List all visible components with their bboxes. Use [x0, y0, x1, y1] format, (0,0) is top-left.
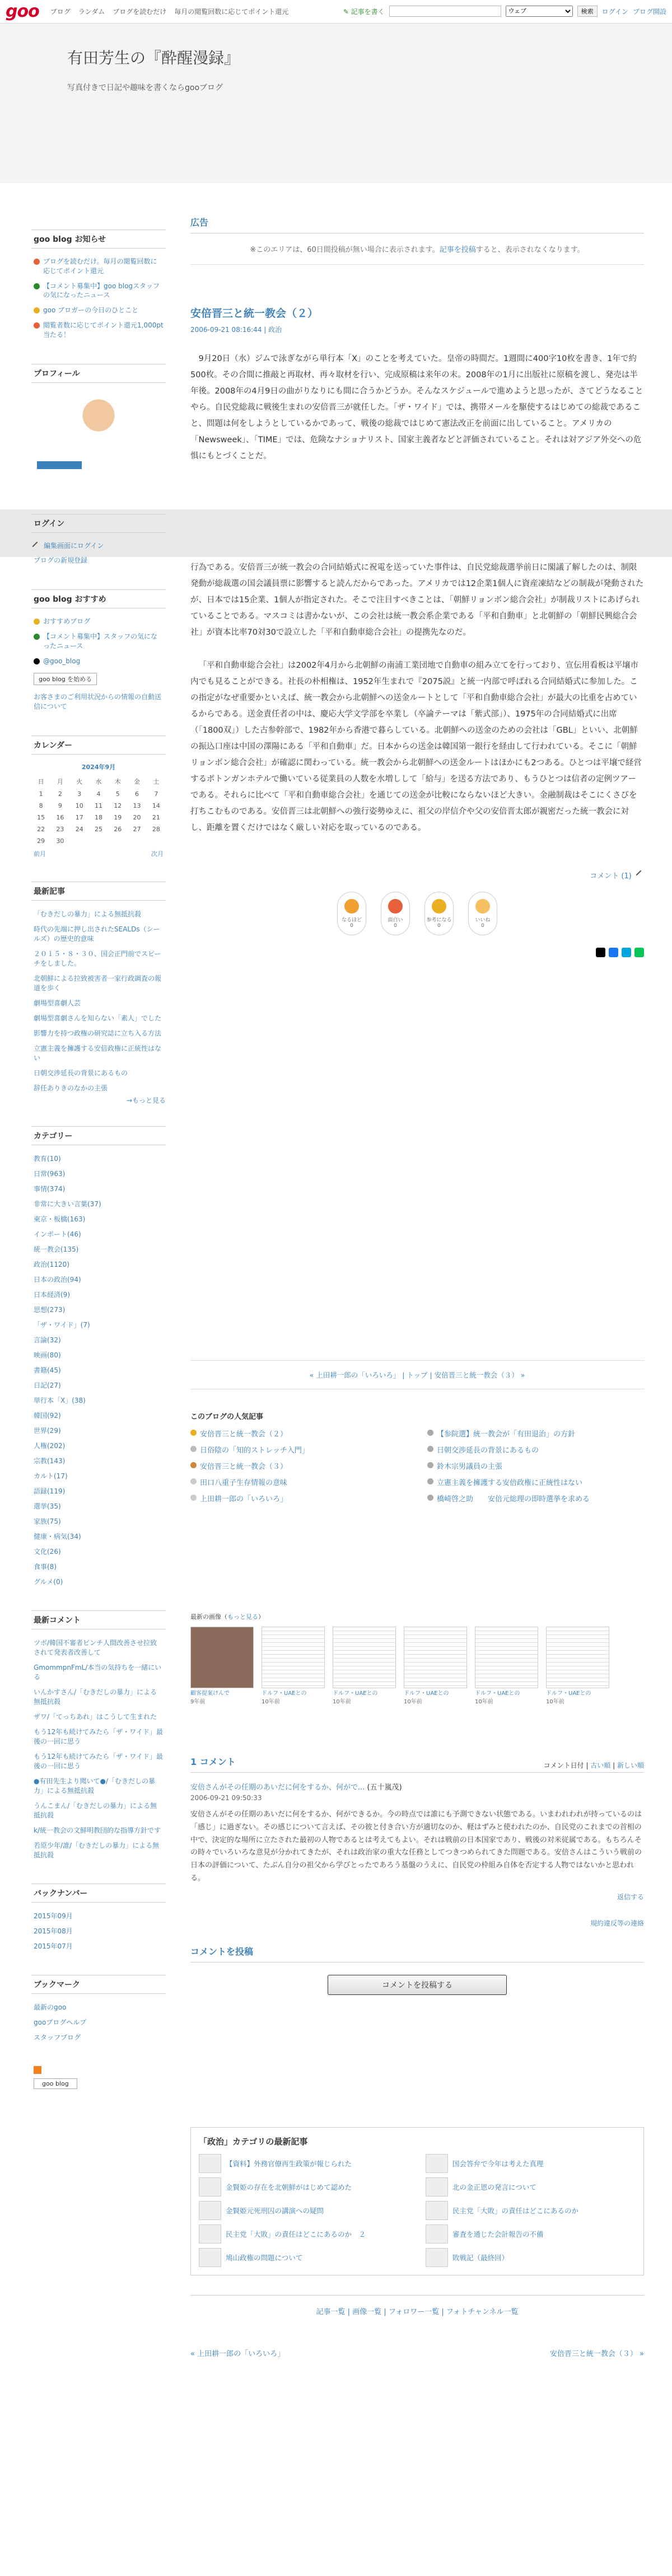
image-thumb[interactable]: ドルフ・UAEとの 10年前	[333, 1627, 396, 1705]
sort-new-link[interactable]: 新しい順	[617, 1762, 644, 1769]
category-item[interactable]: 民主党「大敗」の責任はどこにあるのか ２	[199, 2224, 409, 2244]
popular-item[interactable]: 安倍晋三と統一教会（３）	[190, 1460, 407, 1471]
recent-comment-item[interactable]: ザワ/「てっちあれ」はこうして生まれた	[34, 1712, 157, 1721]
bottom-next-link[interactable]: 安倍晋三と統一教会（３） »	[549, 2350, 644, 2358]
blog-header	[0, 24, 672, 183]
search-button[interactable]: 検索	[577, 6, 598, 17]
comment-body: 安倍さんがその任期のあいだに何をするか、何ができるか。今の時点では誰にも予測できない状態である。いまわれわれが持っているのは「感じ」に過ぎない。その感じについて言えば、その彼と付き合い方が適切なのか、軽はずみと使われたのか、自民党のこれまでの首相の中で、決定的な場所に立たされた最初の人物であるとは考えてもよい。それは戦前の日本国家であり、戦後の対米従属である。もちろんその時々でいろいろな意見が分かれてきたが、それは政治家の重大な任務としてつきつめられてきた問題である。安倍さんはこういう戦前の日本の評価について、たぶん自分の祖父から学びとったであろう基盤のうえに、自民党の枠組み自体を否定する人物ではないかと思われる。	[190, 1810, 642, 1882]
category-item[interactable]: 東京・板橋(163)	[34, 1215, 86, 1223]
category-item[interactable]: 金賢姫の存在を北朝鮮がはじめて認めた	[199, 2177, 409, 2196]
blog-title[interactable]: 有田芳生の『酔醒漫録』	[67, 49, 240, 67]
photo-channel-link[interactable]: フォトチャンネル一覧	[446, 2308, 519, 2316]
image-thumb[interactable]: 顧客提案けんで 9年前	[190, 1627, 254, 1705]
category-latest	[190, 2127, 644, 2275]
category-item[interactable]: 審査を通じた会計報告の不備	[426, 2224, 636, 2244]
recent-item[interactable]: 劇場型喜劇さんを知らない「素人」でした	[34, 1014, 162, 1022]
popular-item[interactable]: 安倍晋三と統一教会（２）	[190, 1428, 407, 1439]
next-post-link[interactable]: 安倍晋三と統一教会（３） »	[434, 1371, 525, 1379]
recent-comment-item[interactable]: もう12年も続けてみたら「ザ・ワイド」最後の一回に思う	[34, 1752, 163, 1770]
category-item[interactable]: 政治(1120)	[34, 1260, 69, 1268]
recent-comment-item[interactable]: うんこまん/「むきだしの暴力」による無抵抗殺	[34, 1801, 157, 1819]
footer-goo-badge[interactable]: goo blog	[34, 2078, 77, 2089]
article-list-link[interactable]: 記事一覧	[316, 2308, 346, 2316]
archive-item[interactable]: 2015年08月	[34, 1927, 73, 1935]
category-item[interactable]: 日常(963)	[34, 1169, 66, 1178]
edit-icon[interactable]	[636, 870, 646, 880]
recent-section	[31, 882, 166, 1105]
recent-comment-item[interactable]: ●有田先生より聞いて●/「むきだしの暴力」による無抵抗殺	[34, 1777, 155, 1795]
category-item[interactable]: 思想(273)	[34, 1305, 66, 1314]
recent-item[interactable]: 立憲主義を擁護する安倍政権に正統性はない	[34, 1044, 162, 1062]
recent-comment-item[interactable]: いんかすさん/「むきだしの暴力」による無抵抗殺	[34, 1688, 157, 1706]
reaction-icon	[432, 899, 446, 914]
bookmark-title: ブックマーク	[31, 1975, 166, 1994]
bottom-post-nav	[190, 2340, 644, 2358]
login-link[interactable]: ログイン	[601, 7, 628, 16]
pencil-icon	[32, 541, 42, 551]
top-link[interactable]: トップ	[407, 1371, 428, 1379]
recommend-title: goo blog おすすめ	[31, 589, 166, 608]
avatar[interactable]	[65, 388, 132, 456]
login-title: ログイン	[31, 514, 166, 533]
article-body-cont	[190, 560, 644, 836]
category-item[interactable]: 家族(75)	[34, 1517, 61, 1525]
top-bar	[0, 0, 672, 24]
sidebar	[31, 230, 166, 2091]
post-article-link[interactable]: 記事を投稿	[439, 246, 476, 254]
news-item[interactable]: 閲覧者数に応じてポイント還元1,000pt当たる！	[31, 318, 166, 343]
recent-item[interactable]: 時代の先端に押し出されたSEALDs（シールズ）の歴史的意味	[34, 925, 160, 943]
comment-sort: コメント日付 | 古い順 | 新しい順	[543, 1762, 644, 1769]
comments-count-row	[190, 870, 644, 880]
category-item[interactable]: 鳩山政権の問題について	[199, 2248, 409, 2267]
image-thumb[interactable]: ドルフ・UAEとの 10年前	[546, 1627, 609, 1705]
start-blog-badge[interactable]: goo blog を始める	[34, 673, 97, 685]
recent-item[interactable]: 劇場型喜劇人芸	[34, 999, 81, 1007]
reaction-naruhodo-button[interactable]: なるほど 0	[337, 892, 366, 935]
popular-item[interactable]: 田口八重子生存情報の意味	[190, 1477, 407, 1487]
article-paragraph: 9月20日（水）ジムで泳ぎながら単行本「X」のことを考えていた。皇帝の時間だ。1週間に400字10枚を書き、1年で約500枚。その合間に推敲と再取材、再々取材を行い、完成原稿は来年の末。2008年の1月に出版社に原稿を渡し、発売は半年後。2008年の4月9日の曲がりなりにも間に合うかどうか。そんなスケジュールで進めようと思ったが、さてどうなることやら。自民党総裁に戦後生まれの安倍晋三が就任した。「ザ・ワイド」では、携帯メールを駆使するはじめての総裁であること、問題は何をしようとしているかであって、戦後の総裁ではじめて憲法改正を前面に出していること。アメリカの「Newsweek」、「TIME」では、危険なナショナリスト、国家主義者などと評価されていること。それは対アジア外交への危惧にもとづくことだ。	[190, 354, 643, 461]
bottom-links: 記事一覧 | 画像一覧 | フォロワー一覧 | フォトチャンネル一覧	[190, 2295, 644, 2326]
category-item[interactable]: 統一教会(135)	[34, 1245, 79, 1253]
recent-title: 最新記事	[31, 882, 166, 901]
category-item[interactable]: インポート(46)	[34, 1230, 81, 1238]
profile-title: プロフィール	[31, 364, 166, 383]
archive-section	[31, 1884, 166, 1954]
category-item[interactable]: 日記(27)	[34, 1381, 61, 1389]
article-paragraph: 「平和自動車総合会社」は2002年4月から北朝鮮の南浦工業団地で自動車の組み立てを行っており、宣伝用看板は平壌市内でも見ることができる。社長の朴相権は、1952年生まれで『2075説』と統一内部で呼ばれる合同結婚式に参加した。この指定がなぜ重要かといえば、統一教会から北朝鮮への送金ルートとして「平和自動車総合会社」が最大の比重を占めているからである。送金責任者の中は、慶応大学文学部を卒業し（卒論テーマは「紫式部」）、1975年の合同結婚式に出席（「1800双」）した古参幹部で、1982年から香港で暮らしている。北朝鮮への送金のための会社は「GBL」といい、北朝鮮の振込口座は中国の澤陽にある「平和自動車」だ。日本からの送金は韓国第一銀行を経由して行われている。そこに「朝鮮リョンボン総合会社」が確認に関わっている。統一教会から北朝鮮への送金ルートはほかにも2つある。ひとつは平壌で経営するポトンガンホテルで働いている従業員の人数を水増しして「給与」を送る方法であり、もうひとつは信者の定例ツアーである。それらに比べて「平和自動車総合会社」を通じての送金が比較にならないほど大きい。金融制裁はそこにくさびを打ちこむものである。安倍晋三は北朝鮮への強行姿勢ゆえに、祖父の岸信介や父の安倍晋太郎が親密だった統一教会に対し、距離を置くだけではなく厳しい対応を取っているのである。	[190, 661, 642, 832]
archive-title: バックナンバー	[31, 1884, 166, 1903]
category-item[interactable]: 単行本「X」(38)	[34, 1396, 86, 1404]
popular-item[interactable]: 上田耕一郎の「いろいろ」	[190, 1493, 407, 1504]
archive-item[interactable]: 2015年09月	[34, 1912, 73, 1920]
reaction-icon	[475, 899, 490, 914]
post-comment-title: コメントを投稿	[190, 1945, 644, 1963]
recent-comment-item[interactable]: 若原少年/誰/「むきだしの暴力」による無抵抗殺	[34, 1841, 160, 1859]
article-paragraph: 行為である。安倍晋三が統一教会の合同結婚式に祝電を送っていた事件は、自民党総裁選挙前日に閣議了解したのは、制限発動が総裁選の国会議員票に影響すると読んだからであった。アメリカでは12企業1個人に資産凍結などの制裁が発動されたが、日本では15企業、1個人が指定された。そこで注目すべきことは、「朝鮮リョンボン総合会社」が制裁リストにあげられていることである。マスコミは書かないが、この会社は統一教会系企業である「平和自動車」と北朝鮮の「朝鮮民興総合会社」が資本比率70対30で設立した「平和自動車総合会社」の提携先なのだ。	[190, 563, 644, 637]
profile-button[interactable]	[37, 461, 82, 469]
category-item[interactable]: 民主党「大敗」の責任はどこにあるのか	[426, 2201, 636, 2220]
bookmark-section	[31, 1975, 166, 2045]
x-share-icon[interactable]	[596, 948, 605, 957]
article-category-link[interactable]: 政治	[268, 326, 282, 334]
category-item[interactable]: 日本の政治(94)	[34, 1275, 81, 1284]
latest-images-title: 最新の画像	[190, 1613, 221, 1620]
popular-title: このブログの人気記事	[190, 1413, 264, 1421]
category-item[interactable]: 韓国(92)	[34, 1411, 61, 1420]
category-item[interactable]: 事情(374)	[34, 1184, 66, 1193]
recent-comment-item[interactable]: k/統一教会の文鮮明教団的な指導方針です	[34, 1826, 161, 1834]
reaction-buttons	[190, 892, 644, 935]
recent-comment-item[interactable]: GmommpnFmL/本当の気持ちを一緒にいる	[34, 1663, 162, 1681]
category-item[interactable]: 世界(29)	[34, 1426, 61, 1435]
blog-subtitle: 写真付きで日記や趣味を書くならgooブログ	[67, 83, 223, 92]
recent-item[interactable]: 日朝交渉延長の背景にあるもの	[34, 1069, 128, 1077]
category-section	[31, 1126, 166, 1589]
article-continued	[190, 560, 644, 957]
rec-item[interactable]: @goo_blog	[31, 654, 166, 669]
goo-logo[interactable]: goo	[6, 2, 39, 21]
comments-count-link[interactable]: コメント (1)	[590, 872, 632, 880]
search-scope-select[interactable]	[506, 6, 573, 17]
ad-area	[190, 216, 644, 265]
recent-comment-item[interactable]: ツボ/韓国不審者ピンチ人間改善させ拉致されて発表者改善して	[34, 1638, 157, 1656]
line-share-icon[interactable]	[634, 948, 644, 957]
category-latest-title: 「政治」カテゴリの最新記事	[199, 2137, 308, 2147]
hatena-share-icon[interactable]	[622, 948, 631, 957]
top-nav-points[interactable]: 毎月の閲覧回数に応じてポイント還元	[174, 8, 289, 16]
calendar-caption: 2024年9月	[81, 763, 116, 771]
article-meta: 2006-09-21 08:16:44 | 政治	[190, 326, 282, 334]
image-thumb[interactable]: ドルフ・UAEとの 10年前	[404, 1627, 467, 1705]
recent-item[interactable]: 北朝鮮による拉致被害者一家行政調査の報道を歩く	[34, 974, 162, 992]
report-link[interactable]: 規約違反等の連絡	[590, 1919, 644, 1927]
image-list-link[interactable]: 画像一覧	[352, 2308, 382, 2316]
write-article-button[interactable]: ✎ 記事を書く	[343, 7, 385, 16]
comments-section	[190, 1755, 644, 2007]
bookmark-item[interactable]: gooブログヘルプ	[34, 2018, 87, 2026]
calendar-table: 2024年9月 日 月 火 水 木 金 土 1 2 3 4 5 6 7 8 9 10 11 12 13 14 15 16 17 18 19 20 21 22 23 24 25 26 27 28 29 30	[31, 760, 166, 847]
recent-comment-item[interactable]: もう12年も続けてみたら「ザ・ワイド」最後の一回に思う	[34, 1727, 163, 1745]
recent-comments-list	[31, 1635, 166, 1862]
category-item[interactable]: 国会答弁で今年は考えた真理	[426, 2154, 636, 2173]
recommend-section	[31, 589, 166, 714]
category-item[interactable]: 語録(119)	[34, 1487, 66, 1495]
rec-item[interactable]: 【コメント募集中】スタッフの気になったニュース	[31, 629, 166, 654]
recent-item[interactable]: 辞任ありきのなかの主張	[34, 1084, 108, 1092]
category-item[interactable]: 北の金正恩の発言について	[426, 2177, 636, 2196]
popular-item[interactable]: 日朝交渉延長の背景にあるもの	[427, 1444, 644, 1455]
popular-item[interactable]: 鈴木宗男議員の主張	[427, 1460, 644, 1471]
news-item[interactable]: 【コメント募集中】goo blogスタッフの気になったニュース	[31, 279, 166, 303]
calendar-next-link[interactable]: 次月	[151, 850, 164, 858]
recent-comments-section	[31, 1610, 166, 1862]
news-item[interactable]: goo ブロガーの今日のひとこと	[31, 303, 166, 318]
recent-item[interactable]: 「むきだしの暴力」による無抵抗殺	[34, 910, 142, 918]
comment-date: 2006-09-21 09:50:33	[190, 1794, 262, 1802]
archive-item[interactable]: 2015年07月	[34, 1942, 73, 1950]
recent-item[interactable]: ２０１５・８・３０、国会正門前でスピーチをしました。	[34, 949, 161, 967]
news-section	[31, 230, 166, 343]
top-nav-blog[interactable]: ブログ	[50, 8, 71, 16]
top-right	[343, 6, 666, 17]
category-item[interactable]: 選挙(35)	[34, 1502, 61, 1510]
register-link[interactable]: ブログ開設	[632, 7, 666, 16]
bottom-prev-link[interactable]: « 上田耕一郎の「いろいろ」	[190, 2350, 285, 2358]
image-thumb[interactable]: ドルフ・UAEとの 10年前	[475, 1627, 538, 1705]
post-comment-button[interactable]: コメントを投稿する	[328, 1975, 507, 1995]
popular-item[interactable]: 日俗陰の「知的ストレッチ入門」	[190, 1444, 407, 1455]
news-title: goo blog お知らせ	[31, 230, 166, 249]
sort-old-link[interactable]: 古い順	[590, 1762, 611, 1769]
calendar-prev-link[interactable]: 前月	[34, 850, 46, 858]
rec-note[interactable]: お客さまのご利用状況からの情報の自動送信について	[34, 693, 162, 711]
prev-post-link[interactable]: « 上田耕一郎の「いろいろ」	[309, 1371, 400, 1379]
ad-notice: ※このエリアは、60日間投稿が無い場合に表示されます。記事を投稿すると、表示されなくなります。	[190, 233, 644, 265]
article-title[interactable]: 安倍晋三と統一教会（２）	[190, 307, 319, 320]
search-input[interactable]	[389, 6, 501, 17]
reply-link[interactable]: 返信する	[617, 1893, 644, 1901]
recent-comments-title: 最新コメント	[31, 1610, 166, 1629]
calendar-section	[31, 736, 166, 860]
reaction-icon	[388, 899, 403, 914]
comments-title: 1 コメント	[190, 1755, 644, 1773]
new-register-link[interactable]: ブログの新規登録	[34, 556, 88, 565]
category-item[interactable]: 【資料】外務官僚再生政策が報じられた	[199, 2154, 409, 2173]
popular-item[interactable]: 立憲主義を擁護する安倍政権に正統性はない	[427, 1477, 644, 1487]
bookmark-item[interactable]: 最新のgoo	[34, 2003, 67, 2011]
comment-head: 安倍さんがその任期のあいだに何をするか、何がで... (五十嵐茂)	[190, 1783, 402, 1792]
category-item[interactable]: 食事(8)	[34, 1562, 57, 1571]
recent-more-link[interactable]: →もっと見る	[126, 1096, 166, 1104]
popular-item[interactable]: 橋崎啓之助 安倍元総理の即時選挙を求める	[427, 1493, 644, 1504]
popular-item[interactable]: 【参院選】統一教会が「有田退治」の方針	[427, 1428, 644, 1439]
top-nav-readonly[interactable]: ブログを読むだけ	[113, 8, 167, 16]
reaction-icon	[344, 899, 359, 914]
category-item[interactable]: 日本経済(9)	[34, 1290, 70, 1299]
reaction-sankou-button[interactable]: 参考になる 0	[424, 892, 454, 935]
category-item[interactable]: 非常に大きい言葉(37)	[34, 1200, 101, 1208]
category-item[interactable]: 文化(26)	[34, 1547, 61, 1556]
category-item[interactable]: カルト(17)	[34, 1472, 68, 1480]
category-item[interactable]: 宗教(143)	[34, 1456, 66, 1465]
category-item[interactable]: 教育(10)	[34, 1154, 61, 1163]
category-item[interactable]: グルメ(0)	[34, 1577, 63, 1586]
popular-articles	[190, 1411, 644, 1504]
edit-login-link[interactable]: 編集画面にログイン	[31, 538, 166, 554]
rec-item[interactable]: おすすめブログ	[31, 614, 166, 629]
image-thumb[interactable]: ドルフ・UAEとの 10年前	[262, 1627, 325, 1705]
reaction-iine-button[interactable]: いいね 0	[468, 892, 497, 935]
category-item[interactable]: 書籍(45)	[34, 1366, 61, 1374]
share-buttons	[190, 948, 644, 957]
reaction-omoshiroi-button[interactable]: 面白い 0	[381, 892, 410, 935]
calendar-title: カレンダー	[31, 736, 166, 755]
follower-list-link[interactable]: フォロワー一覧	[388, 2308, 440, 2316]
bookmark-item[interactable]: スタッフブログ	[34, 2033, 81, 2041]
category-item[interactable]: 「ザ・ワイド」(7)	[34, 1320, 90, 1329]
latest-images: 最新の画像（もっと見る） 顧客提案けんで 9年前 ドルフ・UAEとの 10年前 ドルフ・UAEとの 10年前 ドルフ・UAEとの 10年前 ドルフ・UAEとの 10年前 ドルフ・UAEとの 10年前	[190, 1612, 644, 1705]
category-item[interactable]: 健康・病気(34)	[34, 1532, 81, 1540]
article	[190, 305, 644, 481]
recent-item[interactable]: 影響力を持つ政権の研究誌に立ち入る方法	[34, 1029, 162, 1037]
post-navigation: « 上田耕一郎の「いろいろ」 | トップ | 安倍晋三と統一教会（３） »	[190, 1360, 644, 1389]
category-item[interactable]: 金賢姫元死刑囚の講演への疑問	[199, 2201, 409, 2220]
category-item[interactable]: 映画(80)	[34, 1351, 61, 1359]
news-item[interactable]: ブログを読むだけ。毎月の閲覧回数に応じてポイント還元	[31, 254, 166, 279]
category-title: カテゴリー	[31, 1126, 166, 1145]
latest-images-more-link[interactable]: もっと見る	[227, 1613, 258, 1620]
top-nav-random[interactable]: ランダム	[78, 8, 105, 16]
category-item[interactable]: 敗戦記（最終回）	[426, 2248, 636, 2267]
login-section	[31, 514, 166, 569]
ad-title: 広告	[190, 216, 644, 233]
facebook-share-icon[interactable]	[609, 948, 618, 957]
top-nav	[50, 7, 289, 16]
category-item[interactable]: 言論(32)	[34, 1336, 61, 1344]
profile-section	[31, 364, 166, 469]
rss-icon[interactable]	[34, 2066, 41, 2074]
article-body	[190, 351, 644, 465]
category-item[interactable]: 人権(202)	[34, 1441, 66, 1450]
category-list	[31, 1151, 166, 1589]
